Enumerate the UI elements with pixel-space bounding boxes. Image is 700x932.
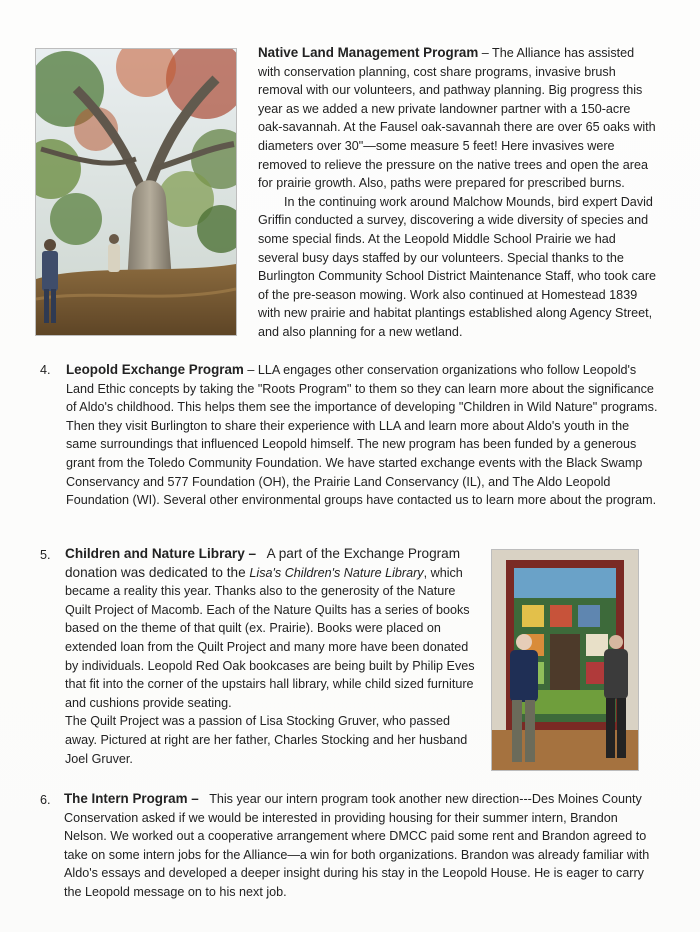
land-management-separator: – (478, 46, 493, 60)
exchange-number: 4. (40, 363, 51, 377)
library-para2 (65, 712, 477, 768)
exchange-body: LLA engages other conservation organizations who follow Leopold's Land Ethic concepts by taking the "Roots Program" to them so they can learn more about the significance of Aldo's childhood. This helps them see the importance of developing "Children in Wild Nature" programs. Then they visit Burlington to share their experience with LLA and learn more about Aldo's youth in the same surroundings that influenced Leopold himself. The new program has been funded by a generous grant from the Toledo Community Foundation. We have started exchange events with the Black Swamp Conservancy and 577 Foundation (OH), the Prairie Land Conservancy (IL), and The Aldo Leopold Foundation (WI). Several other environmental groups have contacted us to learn more about the program. (66, 363, 658, 508)
library-para (65, 545, 477, 712)
exchange-para (66, 361, 660, 510)
intern-title: The Intern Program – (64, 791, 199, 806)
library-lead-2: , which became a reality this year. (65, 565, 463, 599)
intern-number: 6. (40, 793, 51, 807)
library-lead-1: A part of the Exchange Program donation was dedicated to the (65, 546, 461, 580)
quilt-photo (491, 549, 639, 771)
land-management-para1 (258, 44, 658, 193)
land-management-para2 (258, 193, 658, 342)
library-lead-italic: Lisa's Children's Nature Library (249, 565, 424, 580)
oak-tree-photo (35, 48, 237, 336)
land-management-section (258, 44, 658, 342)
exchange-title: Leopold Exchange Program (66, 362, 244, 377)
oak-tree-illustration (36, 49, 236, 335)
land-management-title: Native Land Management Program (258, 45, 479, 60)
library-section (65, 545, 477, 768)
exchange-separator: – (243, 363, 258, 377)
intern-para (64, 790, 658, 902)
library-title: Children and Nature Library – (65, 546, 257, 561)
intern-body: This year our intern program took another new direction---Des Moines County Conservation asked if we would be interested in providing housing for their summer intern, Brandon Nelson. We worked out a cooperative arrangement where DMCC paid some rent and Brandon agreed to take on some intern jobs for the Alliance—a win for both organizations. Brandon was already familiar with Aldo's essays and developed a deeper insight during his stay in the Leopold House. He is eager to carry the Leopold message on to his next job. (64, 792, 650, 899)
land-management-para2-text: In the continuing work around Malchow Mounds, bird expert David Griffin conducted a survey, discovering a wide diversity of species and some special finds. At the Leopold Middle School Prairie we had several busy days staffed by our volunteers. Special thanks to the Burlington Community School District Maintenance Staff, who took care of the pre-season mowing. Work also continued at Homestead 1839 with new prairie and habitat plantings established along Agency Street, and also planning for a new wetland. (258, 194, 657, 339)
library-number: 5. (40, 548, 51, 562)
quilt-illustration (492, 550, 638, 770)
library-body: Thanks also to the generosity of the Nature Quilt Project of Macomb. Each of the Nature Quilts has a series of books based on the theme of that quilt (ex. Prairie). Books were placed on extended loan from the Quilt Project and many more have been donated by individuals. Leopold Red Oak bookcases are being built by Philip Eves that fit into the corner of the upstairs hall library, while child sized furniture and cushions provide seating. (65, 584, 475, 710)
intern-section (64, 790, 658, 902)
exchange-section (66, 361, 660, 510)
library-body-2: The Quilt Project was a passion of Lisa Stocking Gruver, who passed away. Pictured at right are her father, Charles Stocking and her husband Joel Gruver. (65, 714, 468, 766)
land-management-body: The Alliance has assisted with conservation planning, cost share programs, invasive brush removal with our volunteers, and pathway planning. Big progress this year as we added a new private landowner partner with a 150-acre oak-savannah. At the Fausel oak-savannah there are over 65 oaks with diameters over 30"—some measure 5 feet! Here invasives were removed to relieve the pressure on the native trees and open the area for prairie growth. Also, paths were prepared for prescribed burns. (258, 46, 656, 191)
